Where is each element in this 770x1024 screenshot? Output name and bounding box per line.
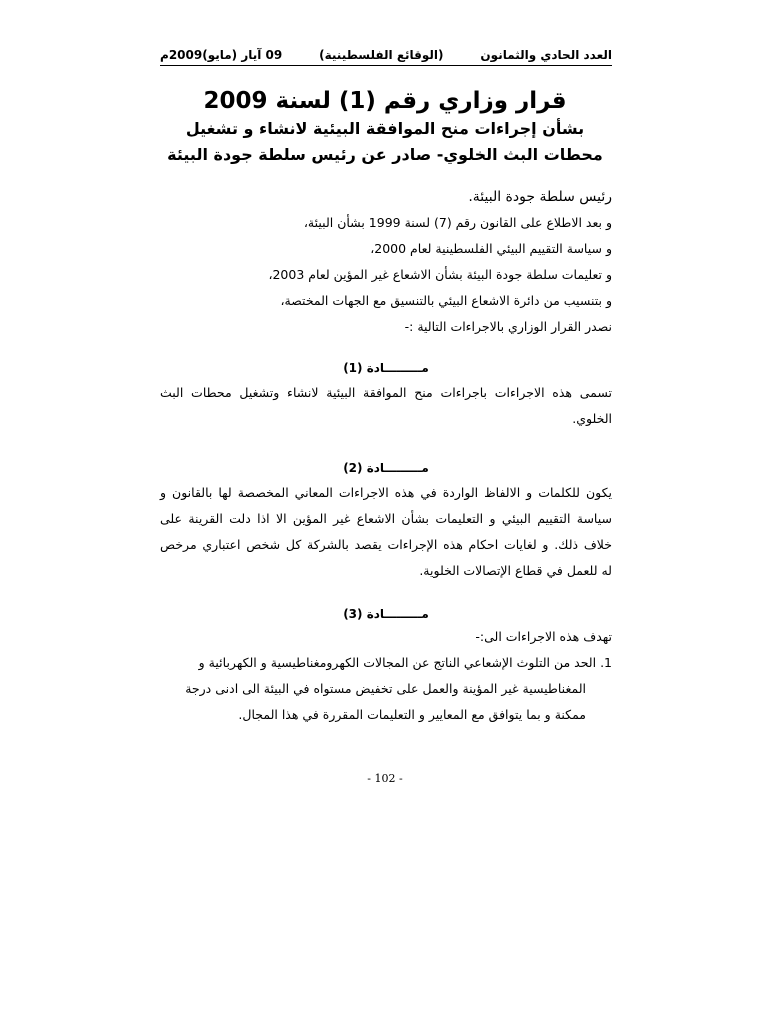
list-item-line: المغناطيسية غير المؤينة والعمل على تخفيض مستواه في البيئة الى ادنى درجة: [185, 681, 586, 696]
article-line: تسمى هذه الاجراءات باجراءات منح الموافقة البيئية لانشاء وتشغيل محطات البث: [160, 385, 612, 400]
article-3-text: [160, 624, 612, 728]
preamble-heading: رئيس سلطة جودة البيئة.: [468, 189, 612, 205]
preamble-line: و بعد الاطلاع على القانون رقم (7) لسنة 1999 بشأن البيئة،: [303, 215, 612, 230]
article-line: يكون للكلمات و الالفاظ الواردة في هذه الاجراءات المعاني المخصصة لها بالقانون و: [160, 485, 612, 500]
preamble-line: نصدر القرار الوزاري بالاجراءات التالية :-: [404, 319, 612, 334]
article-2-title: مـــــــــادة (2): [343, 461, 429, 475]
article-1-title: مـــــــــادة (1): [343, 361, 429, 375]
decision-subtitle-line-2: محطات البث الخلوي- صادر عن رئيس سلطة جودة البيئة: [167, 145, 603, 164]
page-header: [160, 40, 612, 66]
decision-title-block: [140, 86, 630, 168]
issue-date: 09 آيار (مايو)2009م: [160, 48, 283, 62]
preamble-line: و تعليمات سلطة جودة البيئة بشأن الاشعاع غير المؤين لعام 2003،: [268, 267, 612, 282]
decision-title: قرار وزاري رقم (1) لسنة 2009: [203, 88, 567, 114]
article-line: الخلوي.: [572, 411, 612, 426]
article-line: سياسة التقييم البيئي و التعليمات بشأن الاشعاع غير المؤين الا اذا دلت القرينة على: [160, 511, 612, 526]
preamble-line: و سياسة التقييم البيئي الفلسطينية لعام 2000،: [370, 241, 612, 256]
list-item-line: 1. الحد من التلوث الإشعاعي الناتج عن المجالات الكهرومغناطيسية و الكهربائية و: [198, 655, 612, 670]
article-2-text: [160, 480, 612, 584]
preamble: [160, 184, 612, 340]
decision-subtitle-line-1: بشأن إجراءات منح الموافقة البيئية لانشاء و تشغيل: [185, 119, 585, 138]
article-3-title: مـــــــــادة (3): [343, 607, 429, 621]
preamble-line: و بتنسيب من دائرة الاشعاع البيئي بالتنسيق مع الجهات المختصة،: [280, 293, 612, 308]
issue-number: العدد الحادي والثمانون: [480, 48, 612, 62]
article-3-intro: تهدف هذه الاجراءات الى:-: [475, 629, 612, 644]
list-item-line: ممكنة و بما يتوافق مع المعايير و التعليمات المقررة في هذا المجال.: [238, 707, 586, 722]
page-number: - 102 -: [367, 772, 403, 785]
publication-name: (الوقائع الفلسطينية): [319, 48, 444, 62]
article-1-text: [160, 380, 612, 432]
article-line: له للعمل في قطاع الإتصالات الخلوية.: [419, 563, 612, 578]
article-3-item-1: [160, 650, 612, 728]
article-line: خلاف ذلك. و لغايات احكام هذه الإجراءات يقصد بالشركة كل شخص اعتباري مرخص: [160, 537, 612, 552]
